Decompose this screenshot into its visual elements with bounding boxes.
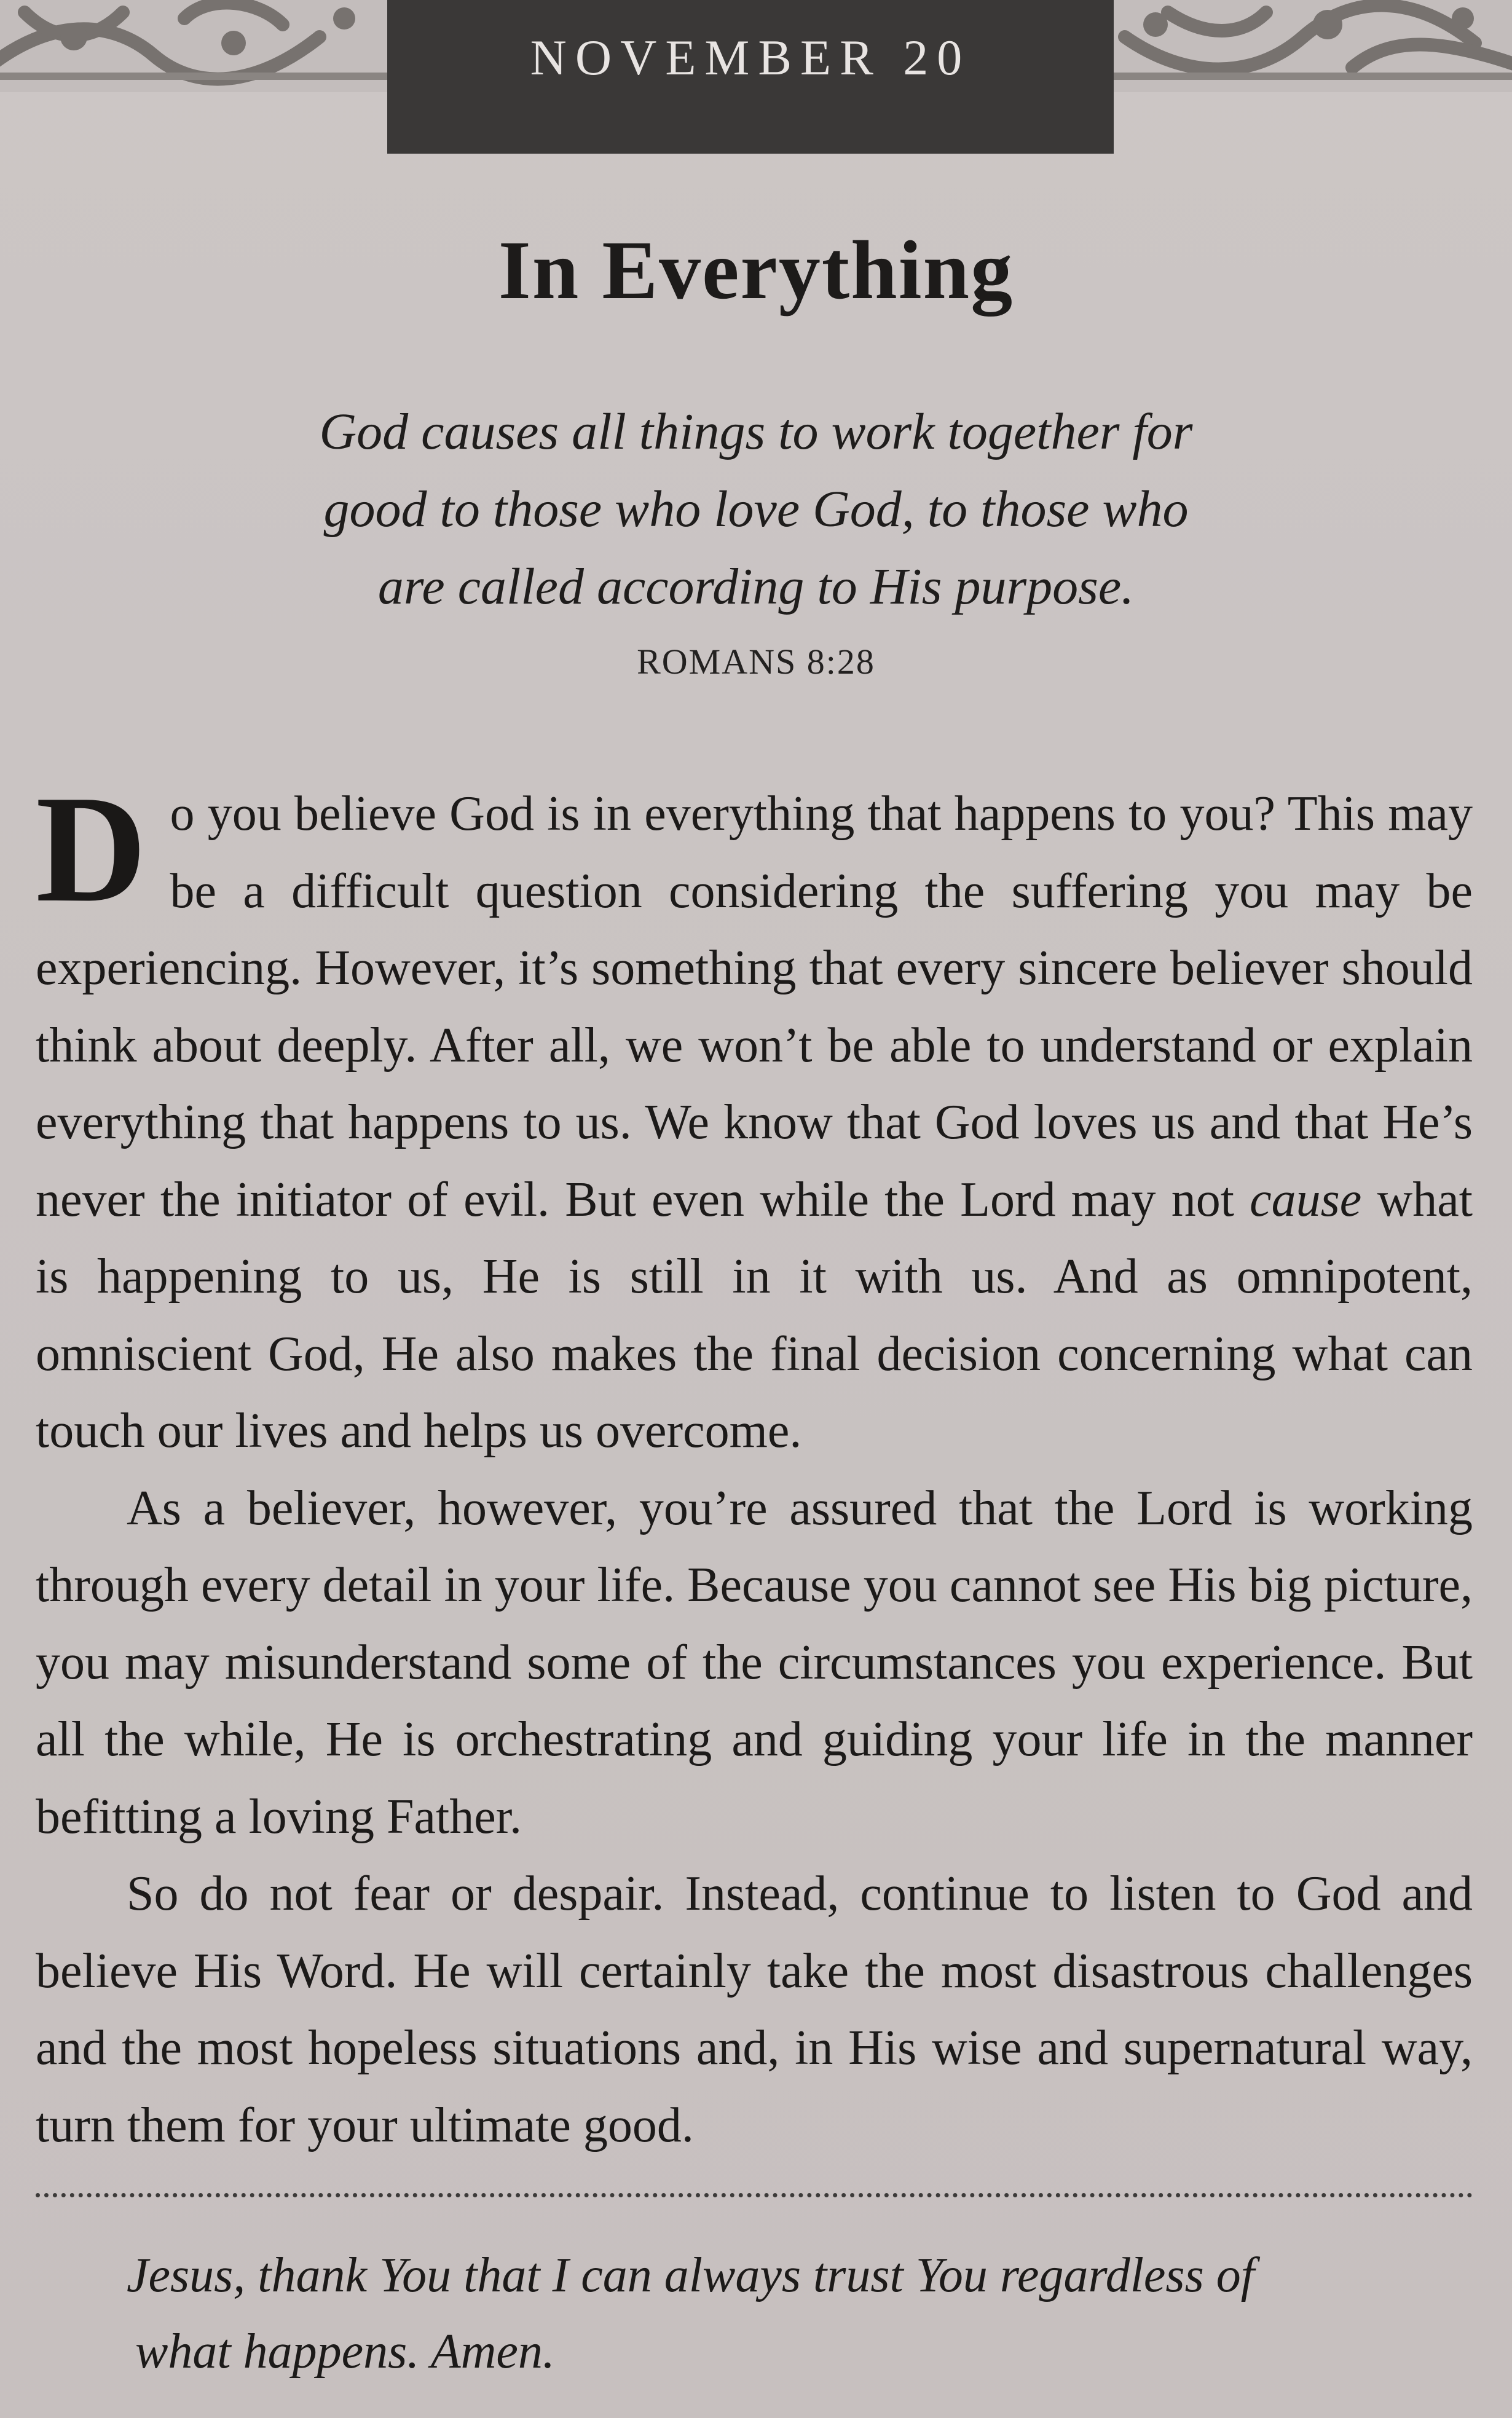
devotional-body <box>36 764 1473 2164</box>
date-label: NOVEMBER 20 <box>530 30 971 85</box>
drop-cap: D <box>36 764 147 934</box>
paragraph-text: o you believe God is in everything that happens to you? This may be a difficult question considering the suffering you may be experiencing. However, it’s something that every sincere believer should think about deeply. After all, we won’t be able to understand or explain everything that happens to us. We know that God loves us and that He’s never the initiator of evil. But even while the Lord may not <box>36 787 1473 1227</box>
paragraph-text: what is happening to us, He is still in it with us. And as omnipotent, omniscient God, He also makes the final decision concerning what can touch our lives and helps us overcome. <box>36 1172 1473 1458</box>
verse-line: good to those who love God, to those who <box>323 481 1189 538</box>
date-banner <box>387 0 1114 154</box>
scripture-verse <box>234 393 1278 626</box>
paragraph <box>36 764 1473 1470</box>
paragraph: As a believer, however, you’re assured that the Lord is working through every detail in your life. Because you cannot see His big picture, you may misunderstand some of the circumstances you experience. But all the while, He is orchestrating and guiding your life in the manner befitting a loving Father. <box>36 1481 1473 1844</box>
page-title: In Everything <box>498 224 1014 317</box>
verse-line: are called according to His purpose. <box>377 558 1135 615</box>
prayer-line: what happens. Amen. <box>135 2325 555 2379</box>
prayer-line: Jesus, thank You that I can always trust You regardless of <box>127 2248 1254 2302</box>
verse-reference: ROMANS 8:28 <box>637 642 875 682</box>
closing-prayer <box>127 2237 1417 2390</box>
emphasis-word: cause <box>1250 1172 1362 1227</box>
verse-line: God causes all things to work together for <box>319 403 1193 460</box>
paragraph: So do not fear or despair. Instead, continue to listen to God and believe His Word. He will certainly take the most disastrous challenges and the most hopeless situations and, in His wise and supernatural way, turn them for your ultimate good. <box>36 1867 1473 2152</box>
dotted-divider <box>36 2193 1473 2197</box>
